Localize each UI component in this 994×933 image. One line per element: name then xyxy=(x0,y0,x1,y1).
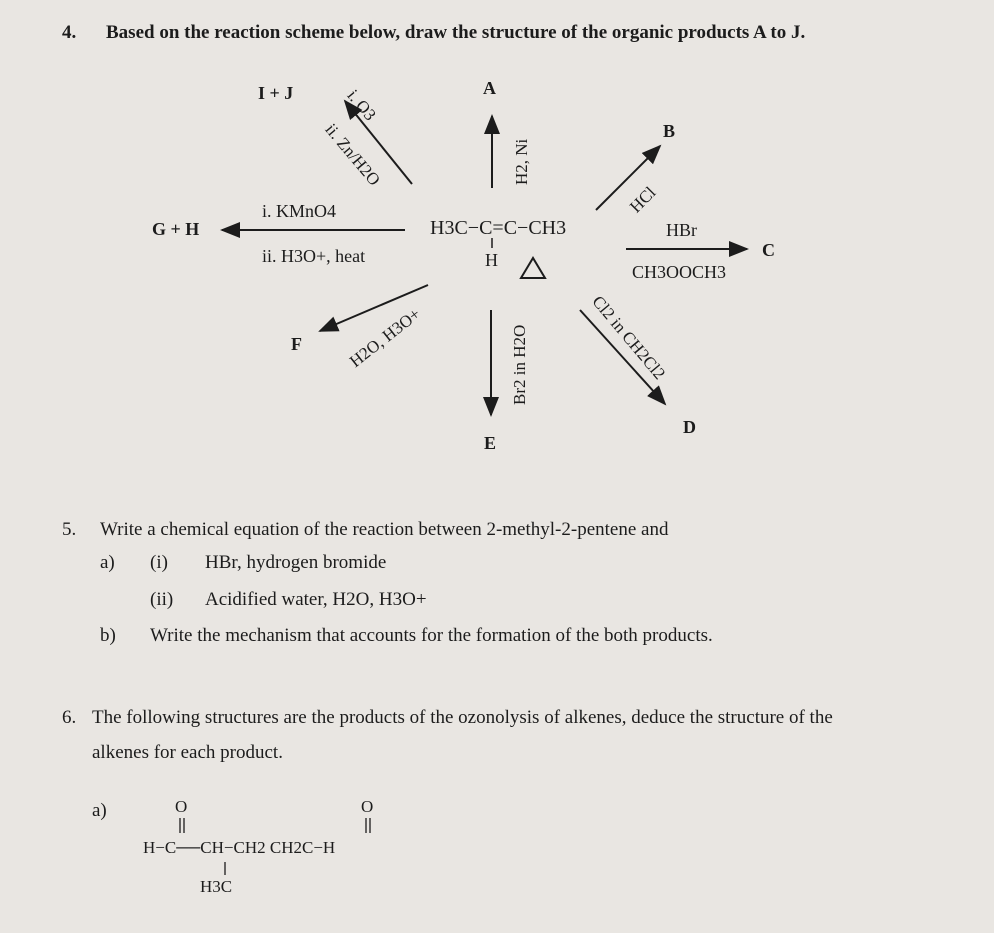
reagent-h2ni: H2, Ni xyxy=(512,138,531,185)
q5-number: 5. xyxy=(62,519,77,540)
structure-o1: O xyxy=(175,797,188,816)
q5-i-label: (i) xyxy=(150,552,168,573)
structure-o2: O xyxy=(361,797,374,816)
q6-number: 6. xyxy=(62,707,77,728)
structure-methyl: H3C xyxy=(200,877,233,896)
structure-right: C−H xyxy=(301,838,336,857)
reactant-c1: C xyxy=(479,217,493,239)
reagent-hbr: HBr xyxy=(666,220,697,240)
reagent-br2: Br2 in H2O xyxy=(510,324,529,405)
q5-ii-label: (ii) xyxy=(150,589,174,610)
reactant-h3c: H3C xyxy=(430,217,468,239)
reactant-double-bond: = xyxy=(492,217,504,239)
reagent-cl2: Cl2 in CH2Cl2 xyxy=(588,292,670,384)
reactant-c2: C xyxy=(503,217,518,239)
reactant-structure: H3C−C=C−CH3 xyxy=(430,217,567,239)
product-ij: I + J xyxy=(258,83,294,103)
q6-line1: The following structures are the products of the ozonolysis of alkenes, deduce the structure of the xyxy=(92,707,833,728)
q4-text: Based on the reaction scheme below, draw the structure of the organic products A to J. xyxy=(106,22,806,43)
product-d: D xyxy=(683,417,696,437)
reagent-h3o: ii. H3O+, heat xyxy=(262,246,366,266)
q5-text: Write a chemical equation of the reaction between 2-methyl-2-pentene and xyxy=(100,519,669,540)
delta-triangle xyxy=(521,258,545,278)
q4-number: 4. xyxy=(62,22,77,43)
reactant-h: H xyxy=(485,250,498,270)
q6-a-label: a) xyxy=(92,800,107,821)
structure-left: H−C xyxy=(143,838,177,857)
product-b: B xyxy=(663,121,676,141)
q5-b-text: Write the mechanism that accounts for the formation of the both products. xyxy=(150,625,713,646)
q5-ii-text: Acidified water, H2O, H3O+ xyxy=(205,589,427,610)
reagent-kmno4: i. KMnO4 xyxy=(262,201,337,221)
structure-chain: CH−CH2 CH2 xyxy=(200,838,302,857)
structure-main-chain: H−C──CH−CH2 CH2C−H xyxy=(143,838,336,857)
q5-a-label: a) xyxy=(100,552,115,573)
product-gh: G + H xyxy=(152,219,200,239)
reactant-ch3: CH3 xyxy=(528,217,567,239)
reagent-zn: ii. Zn/H2O xyxy=(321,120,384,190)
product-a: A xyxy=(483,78,496,98)
reagent-ozone: i. O3 xyxy=(343,86,380,125)
q5-i-text: HBr, hydrogen bromide xyxy=(205,552,387,573)
q5-b-label: b) xyxy=(100,625,116,646)
reagent-hcl: HCl xyxy=(626,182,660,217)
reagent-peroxide: CH3OOCH3 xyxy=(632,262,727,282)
product-f: F xyxy=(291,334,302,354)
product-c: C xyxy=(762,240,775,260)
product-e: E xyxy=(484,433,497,453)
q6-line2: alkenes for each product. xyxy=(92,742,283,763)
reagent-h2o: H2O, H3O+ xyxy=(346,304,425,371)
